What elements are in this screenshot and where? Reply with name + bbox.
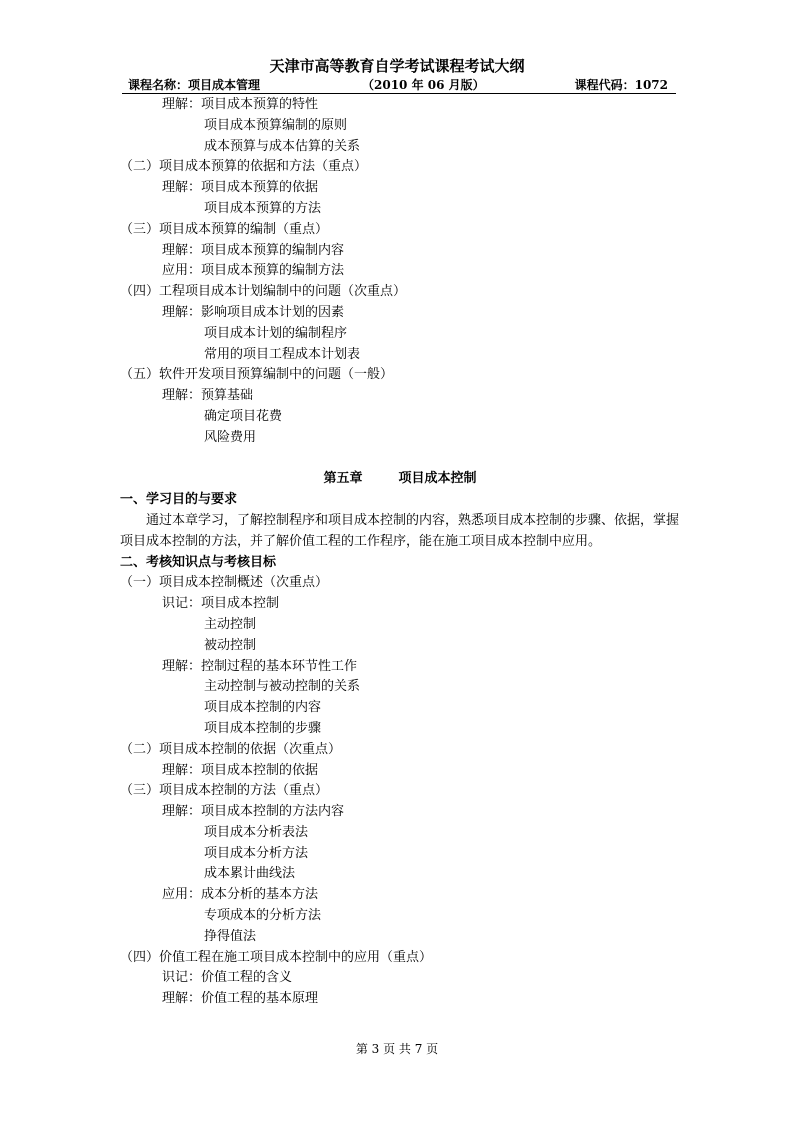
outline-item: 成本预算与成本估算的关系: [204, 138, 361, 154]
header-divider: [122, 93, 676, 94]
header-info-row: [124, 76, 676, 94]
outline-item: 应用：项目成本预算的编制方法: [162, 263, 345, 279]
outline-item: 项目成本控制的步骤: [204, 720, 322, 736]
outline-item: 项目成本分析表法: [204, 824, 309, 840]
outline-item: 风险费用: [204, 429, 257, 445]
edition-label: （2010 年 06 月版）: [362, 78, 485, 92]
spacer: [120, 449, 680, 470]
outline-section-a: [120, 95, 680, 449]
outline-heading: （二）项目成本控制的依据（次重点）: [120, 741, 342, 757]
outline-heading: （一）项目成本控制概述（次重点）: [120, 575, 329, 591]
outline-item: 理解：项目成本预算的依据: [162, 180, 319, 196]
outline-item: 专项成本的分析方法: [204, 908, 322, 924]
outline-item: 确定项目花费: [204, 408, 283, 424]
outline-item: 理解：项目成本控制的依据: [162, 762, 319, 778]
course-code: 课程代码：1072: [574, 78, 668, 92]
outline-section-b: [120, 573, 680, 1010]
outline-item: 理解：控制过程的基本环节性工作: [162, 658, 358, 674]
outline-item: 理解：项目成本预算的特性: [162, 97, 319, 112]
outline-item: 项目成本计划的编制程序: [204, 325, 348, 341]
outline-item: 理解：影响项目成本计划的因素: [162, 304, 345, 320]
outline-item: 主动控制与被动控制的关系: [204, 679, 361, 695]
outline-heading: （五）软件开发项目预算编制中的问题（一般）: [120, 367, 394, 383]
outline-heading: （二）项目成本预算的依据和方法（重点）: [120, 159, 368, 175]
outline-item: 项目成本预算编制的原则: [204, 117, 348, 133]
outline-item: 挣得值法: [204, 928, 257, 944]
document-body: [120, 95, 680, 1010]
outline-item: 识记：价值工程的含义: [162, 970, 293, 986]
outline-item: 理解：预算基础: [162, 388, 254, 404]
outline-item: 被动控制: [204, 637, 257, 653]
outline-item: 识记：项目成本控制: [162, 596, 280, 612]
outline-item: 项目成本分析方法: [204, 845, 309, 861]
course-name: 课程名称：项目成本管理: [128, 78, 261, 92]
outline-item: 理解：项目成本控制的方法内容: [162, 804, 345, 820]
outline-item: 理解：项目成本预算的编制内容: [162, 242, 345, 258]
chapter-title: 项目成本控制: [398, 471, 477, 487]
outline-heading: （四）价值工程在施工项目成本控制中的应用（重点）: [120, 949, 433, 965]
outline-item: 理解：价值工程的基本原理: [162, 991, 319, 1007]
outline-item: 项目成本控制的内容: [204, 700, 322, 716]
outline-heading: （四）工程项目成本计划编制中的问题（次重点）: [120, 284, 407, 300]
outline-item: 应用：成本分析的基本方法: [162, 887, 319, 903]
outline-item: 主动控制: [204, 616, 257, 632]
chapter-heading: [120, 469, 680, 490]
outline-item: 常用的项目工程成本计划表: [204, 346, 361, 362]
outline-item: 项目成本预算的方法: [204, 200, 322, 216]
heading-points: 二、考核知识点与考核目标: [120, 554, 277, 570]
document-title: 天津市高等教育自学考试课程考试大纲: [269, 57, 525, 75]
page-footer: 第 3 页 共 7 页: [355, 1042, 439, 1056]
outline-heading: （三）项目成本控制的方法（重点）: [120, 783, 329, 799]
outline-heading: （三）项目成本预算的编制（重点）: [120, 221, 329, 237]
heading-goals: 一、学习目的与要求: [120, 492, 238, 508]
chapter-number: 第五章: [323, 471, 363, 487]
goals-paragraph: 通过本章学习，了解控制程序和项目成本控制的内容，熟悉项目成本控制的步骤、依据，掌握项目成本控制的方法，并了解价值工程的工作程序，能在施工项目成本控制中应用。: [120, 512, 680, 549]
outline-item: 成本累计曲线法: [204, 866, 296, 882]
